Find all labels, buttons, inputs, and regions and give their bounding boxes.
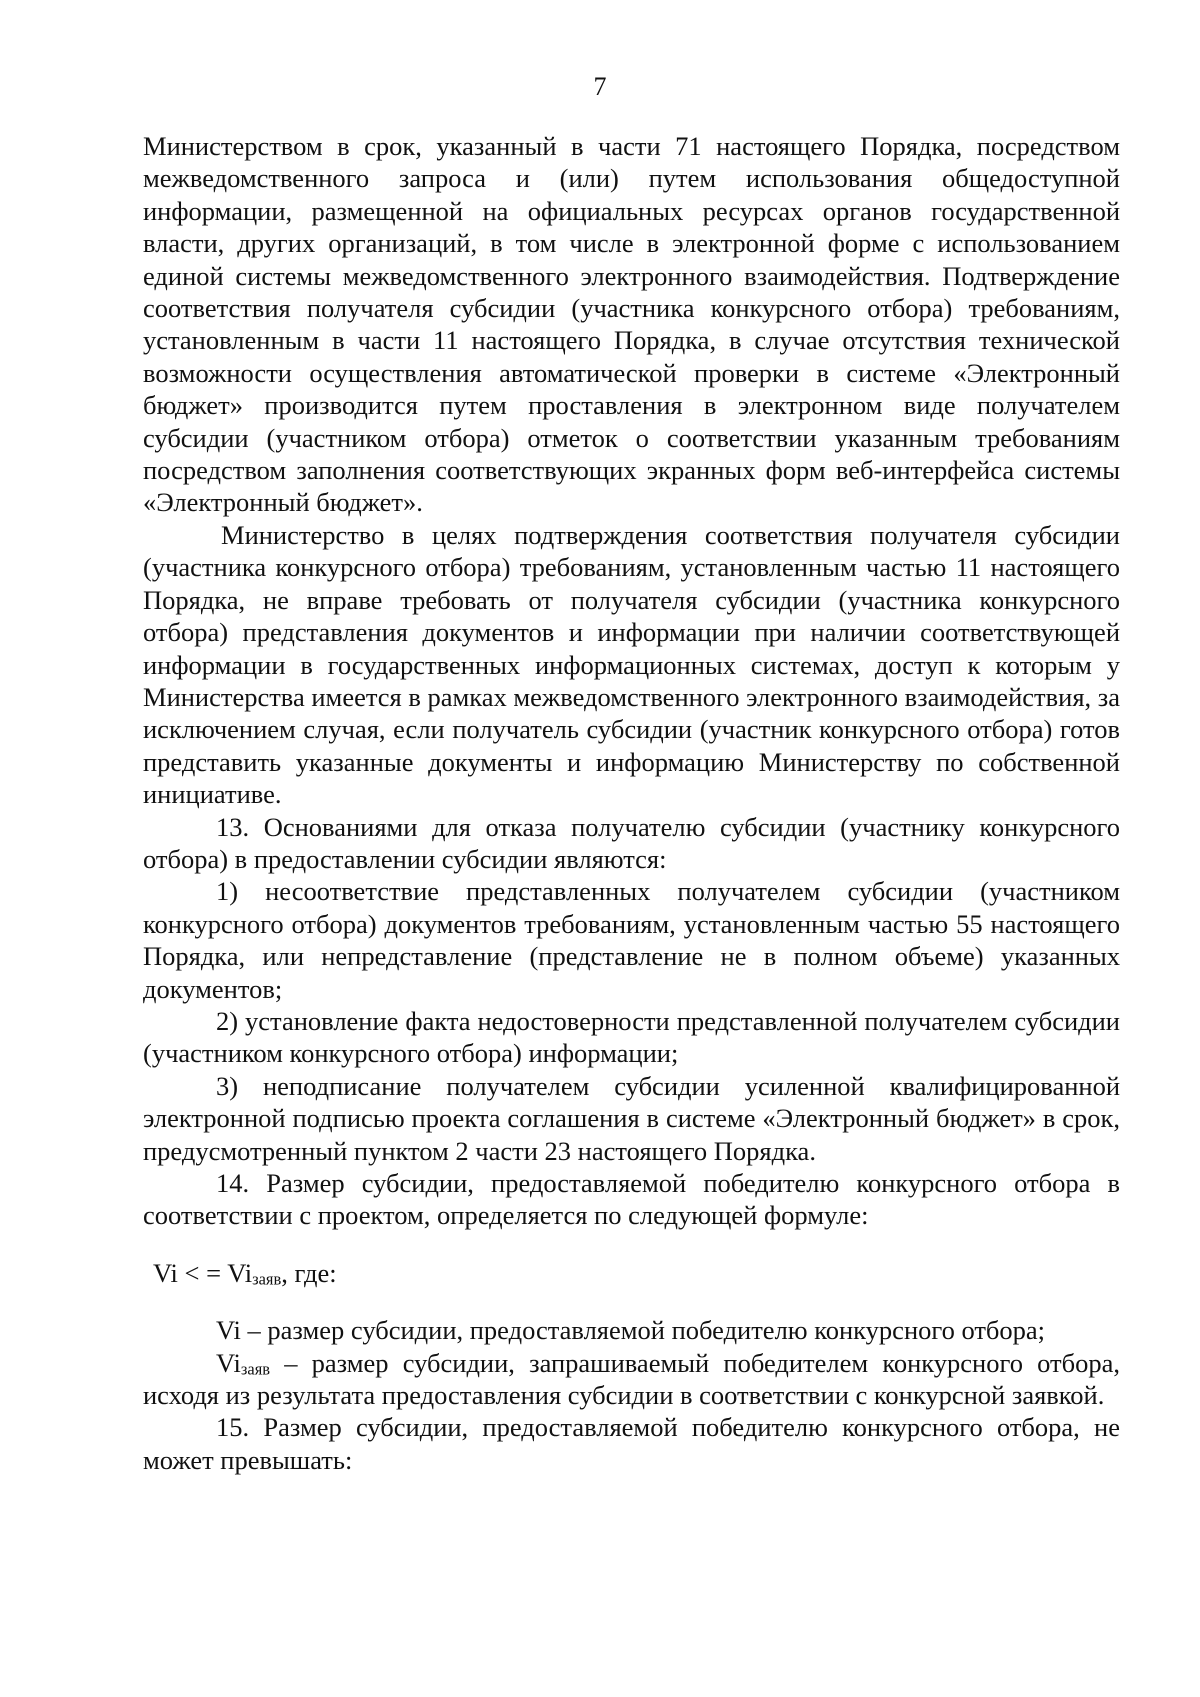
definition-subscript: заяв bbox=[240, 1359, 271, 1379]
page-number: 7 bbox=[593, 72, 607, 101]
paragraph-ministry-no-require: Министерство в целях подтверждения соответствия получателя субсидии (участника конкурсного отбора) требованиям, установленным частью 11 настоящего Порядка, не вправе требовать от получателя субсидии (участника конкурсного отбора) представления документов и информации при наличии соответствующей информации в государственных информационных системах, доступ к которым у Министерства имеется в рамках межведомственного электронного взаимодействия, за исключением случая, если получатель субсидии (участник конкурсного отбора) готов представить указанные документы и информацию Министерству по собственной инициативе. bbox=[143, 519, 1120, 810]
list-item-2: 2) установление факта недостоверности представленной получателем субсидии (участником конкурсного отбора) информации; bbox=[143, 1005, 1120, 1069]
definition-symbol: Vi bbox=[216, 1347, 241, 1378]
formula-tail: , где: bbox=[281, 1257, 337, 1288]
document-body bbox=[143, 130, 1120, 1476]
list-item-1: 1) несоответствие представленных получателем субсидии (участником конкурсного отбора) документов требованиям, установленным частью 55 настоящего Порядка, или непредставление (представление не в полном объеме) указанных документов; bbox=[143, 876, 1120, 1004]
paragraph-13-refusal-grounds: 13. Основаниями для отказа получателю субсидии (участнику конкурсного отбора) в предоставлении субсидии являются: bbox=[143, 811, 1120, 874]
list-item-3: 3) неподписание получателем субсидии усиленной квалифицированной электронной подписью проекта соглашения в системе «Электронный бюджет» в срок, предусмотренный пунктом 2 части 23 настоящего Порядка. bbox=[143, 1070, 1120, 1166]
formula-main: Vi < = Vi bbox=[153, 1257, 253, 1288]
definition-vi-zayav bbox=[143, 1347, 1120, 1412]
formula-subscript: заяв bbox=[252, 1269, 282, 1289]
subsidy-formula bbox=[143, 1257, 1120, 1289]
paragraph-14-subsidy-size: 14. Размер субсидии, предоставляемой победителю конкурсного отбора в соответствии с проектом, определяется по следующей формуле: bbox=[143, 1168, 1120, 1231]
definition-vi: Vi – размер субсидии, предоставляемой победителю конкурсного отбора; bbox=[216, 1315, 1046, 1346]
definition-text: – размер субсидии, запрашиваемый победителем конкурсного отбора, исходя из результата предоставления субсидии в соответствии с конкурсной заявкой. bbox=[143, 1347, 1120, 1411]
paragraph-15-max-size: 15. Размер субсидии, предоставляемой победителю конкурсного отбора, не может превышать: bbox=[143, 1412, 1120, 1475]
paragraph-verification: Министерством в срок, указанный в части 71 настоящего Порядка, посредством межведомственного запроса и (или) путем использования общедоступной информации, размещенной на официальных ресурсах органов государственной власти, других организаций, в том числе в электронной форме с использованием единой системы межведомственного электронного взаимодействия. Подтверждение соответствия получателя субсидии (участника конкурсного отбора) требованиям, установленным в части 11 настоящего Порядка, в случае отсутствия технической возможности осуществления автоматической проверки в системе «Электронный бюджет» производится путем проставления в электронном виде получателем субсидии (участником отбора) отметок о соответствии указанным требованиям посредством заполнения соответствующих экранных форм веб-интерфейса системы «Электронный бюджет». bbox=[143, 131, 1120, 518]
